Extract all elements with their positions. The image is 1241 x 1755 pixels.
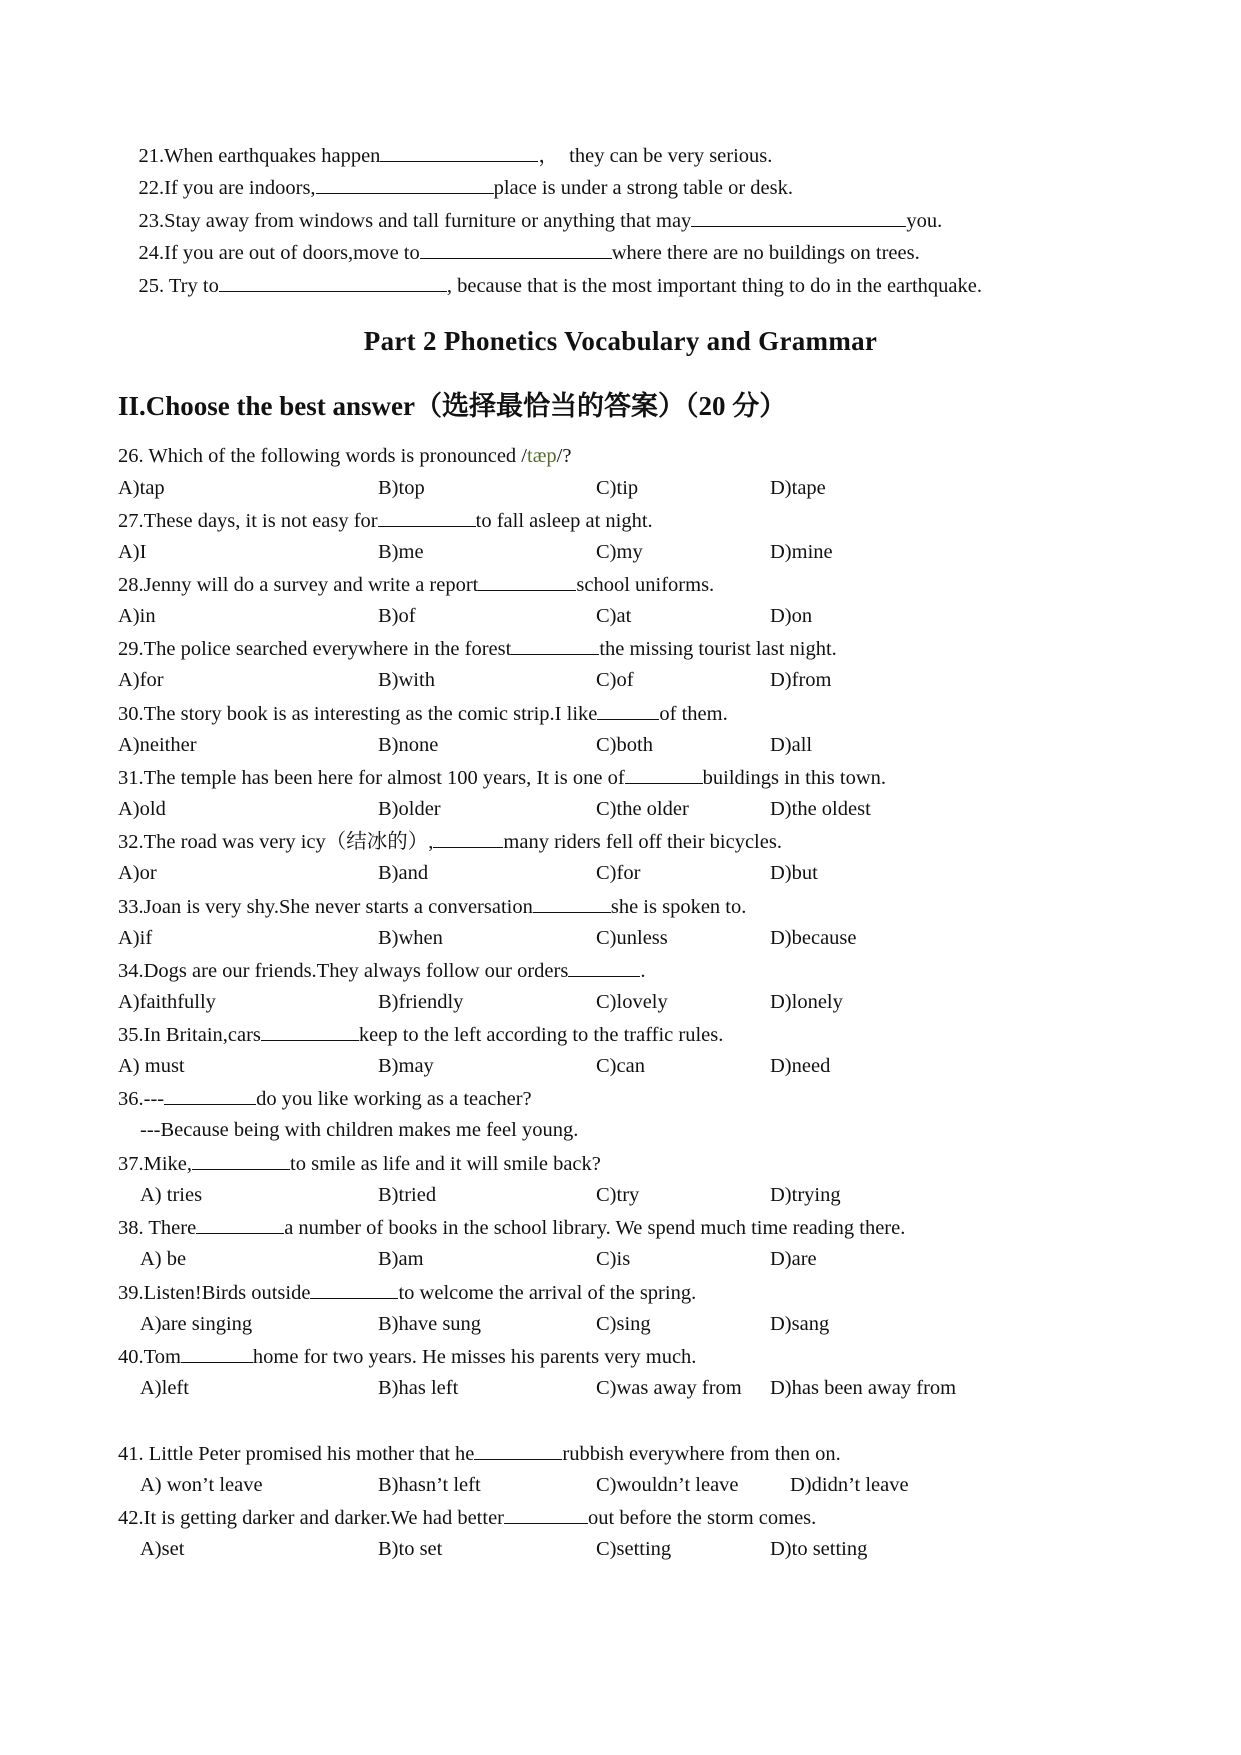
- answer-option[interactable]: C)unless: [596, 927, 668, 949]
- fill-in-text: 25. Try to: [138, 275, 219, 297]
- question-text: of them.: [659, 703, 728, 725]
- answer-option[interactable]: C)can: [596, 1055, 645, 1077]
- answer-blank[interactable]: [433, 829, 503, 848]
- answer-option[interactable]: A)if: [118, 927, 153, 949]
- answer-blank[interactable]: [310, 1280, 398, 1299]
- question-text: to smile as life and it will smile back?: [290, 1153, 601, 1175]
- answer-option[interactable]: D)from: [770, 669, 832, 691]
- fill-in-text: 23.Stay away from windows and tall furniture or anything that may: [138, 210, 692, 232]
- answer-option[interactable]: B)of: [378, 605, 416, 627]
- answer-option[interactable]: D)sang: [770, 1313, 830, 1335]
- answer-option[interactable]: C)tip: [596, 477, 639, 499]
- question-text: 34.Dogs are our friends.They always follow our orders: [118, 960, 569, 982]
- section-title: Part 2 Phonetics Vocabulary and Grammar: [363, 326, 878, 356]
- question-stem: [118, 765, 886, 790]
- question-text: many riders fell off their bicycles.: [503, 831, 782, 853]
- answer-option[interactable]: C)at: [596, 605, 632, 627]
- answer-option[interactable]: D)because: [770, 927, 857, 949]
- fill-in-text: place is under a strong table or desk.: [493, 177, 793, 199]
- fill-in-text: 21.When earthquakes happen: [138, 145, 381, 167]
- section-heading: II.Choose the best answer（选择最恰当的答案）（20 分）: [118, 391, 787, 421]
- question-stem: [118, 1505, 816, 1530]
- answer-blank[interactable]: [164, 1086, 256, 1105]
- question-text: a number of books in the school library. We spend much time reading there.: [284, 1217, 906, 1239]
- answer-blank[interactable]: [196, 1215, 284, 1234]
- answer-option[interactable]: A)are singing: [140, 1313, 253, 1335]
- question-text: 29.The police searched everywhere in the forest: [118, 638, 512, 660]
- answer-option[interactable]: C)try: [596, 1184, 640, 1206]
- answer-blank[interactable]: [533, 894, 611, 913]
- question-text: /?: [556, 445, 572, 467]
- answer-option[interactable]: C)was away from: [596, 1377, 742, 1399]
- question-stem: [118, 636, 837, 661]
- fill-in-text: you.: [906, 210, 943, 232]
- question-text: 30.The story book is as interesting as the comic strip.I like: [118, 703, 598, 725]
- fill-in-text: 22.If you are indoors,: [138, 177, 316, 199]
- answer-option[interactable]: C)setting: [596, 1538, 672, 1560]
- question-stem: [118, 1086, 532, 1111]
- answer-option[interactable]: A)in: [118, 605, 156, 627]
- answer-option[interactable]: A) won’t leave: [140, 1474, 263, 1496]
- answer-option[interactable]: D)need: [770, 1055, 831, 1077]
- answer-option[interactable]: A)for: [118, 669, 164, 691]
- answer-option[interactable]: B)older: [378, 798, 441, 820]
- question-stem: [118, 1280, 696, 1305]
- answer-option[interactable]: A)left: [140, 1377, 189, 1399]
- answer-option[interactable]: A) tries: [140, 1184, 203, 1206]
- answer-option[interactable]: B)to set: [378, 1538, 443, 1560]
- question-stem: [118, 1344, 696, 1369]
- answer-option[interactable]: A) be: [140, 1248, 187, 1270]
- answer-option[interactable]: D)all: [770, 734, 813, 756]
- question-text: 27.These days, it is not easy for: [118, 510, 378, 532]
- answer-option[interactable]: D)but: [770, 862, 818, 884]
- question-stem: [118, 1022, 723, 1047]
- fill-in-text: where there are no buildings on trees.: [611, 242, 920, 264]
- answer-option[interactable]: C)both: [596, 734, 653, 756]
- answer-blank[interactable]: [478, 572, 576, 591]
- question-text: do you like working as a teacher?: [256, 1088, 532, 1110]
- question-text: the missing tourist last night.: [599, 638, 837, 660]
- question-text: 41. Little Peter promised his mother that he: [118, 1443, 475, 1465]
- question-text: school uniforms.: [576, 574, 715, 596]
- question-text: 28.Jenny will do a survey and write a report: [118, 574, 479, 596]
- answer-option[interactable]: A)set: [140, 1538, 185, 1560]
- answer-option[interactable]: D)are: [770, 1248, 817, 1270]
- answer-option[interactable]: C)lovely: [596, 991, 668, 1013]
- answer-option[interactable]: B)tried: [378, 1184, 437, 1206]
- answer-option[interactable]: A)or: [118, 862, 157, 884]
- question-text: to welcome the arrival of the spring.: [398, 1282, 697, 1304]
- answer-option[interactable]: A)tap: [118, 477, 165, 499]
- answer-option[interactable]: B)none: [378, 734, 439, 756]
- answer-option[interactable]: B)friendly: [378, 991, 464, 1013]
- answer-option[interactable]: B)has left: [378, 1377, 459, 1399]
- question-text: 40.Tom: [118, 1346, 181, 1368]
- answer-option[interactable]: D)lonely: [770, 991, 843, 1013]
- answer-option[interactable]: D)tape: [770, 477, 826, 499]
- answer-option[interactable]: B)and: [378, 862, 429, 884]
- question-stem: [118, 1151, 601, 1176]
- answer-option[interactable]: D)on: [770, 605, 813, 627]
- answer-option[interactable]: D)trying: [770, 1184, 841, 1206]
- question-text: home for two years. He misses his parents very much.: [252, 1346, 697, 1368]
- question-stem: [118, 1441, 841, 1466]
- question-text: keep to the left according to the traffic rules.: [358, 1024, 724, 1046]
- dialogue-answer: ---Because being with children makes me feel young.: [140, 1119, 579, 1141]
- answer-option[interactable]: D)didn’t leave: [790, 1474, 909, 1496]
- question-text: .: [640, 960, 646, 982]
- question-text: buildings in this town.: [702, 767, 887, 789]
- answer-blank[interactable]: [378, 508, 476, 527]
- answer-blank[interactable]: [597, 701, 659, 720]
- answer-option[interactable]: D)the oldest: [770, 798, 871, 820]
- question-text: 33.Joan is very shy.She never starts a conversation: [118, 896, 533, 918]
- answer-option[interactable]: A)I: [118, 541, 147, 563]
- answer-blank[interactable]: [568, 958, 640, 977]
- question-text: 31.The temple has been here for almost 100 years, It is one of: [118, 767, 625, 789]
- answer-blank[interactable]: [504, 1505, 588, 1524]
- question-text: 36.---: [118, 1088, 165, 1110]
- question-stem: [118, 1215, 905, 1240]
- question-text: 37.Mike,: [118, 1153, 193, 1175]
- answer-option[interactable]: C)of: [596, 669, 634, 691]
- answer-option[interactable]: B)hasn’t left: [378, 1474, 481, 1496]
- question-stem: [118, 829, 782, 854]
- question-text: to fall asleep at night.: [475, 510, 653, 532]
- question-text: rubbish everywhere from then on.: [562, 1443, 841, 1465]
- question-text: 35.In Britain,cars: [118, 1024, 261, 1046]
- fill-in-line: [118, 249, 982, 322]
- answer-option[interactable]: C)for: [596, 862, 641, 884]
- question-stem: [118, 508, 653, 533]
- question-stem: [118, 894, 746, 919]
- fill-in-text: , because that is the most important thing to do in the earthquake.: [446, 275, 982, 297]
- answer-blank[interactable]: [511, 636, 599, 655]
- answer-option[interactable]: A) must: [118, 1055, 185, 1077]
- answer-blank[interactable]: [625, 765, 703, 784]
- answer-blank[interactable]: [192, 1151, 290, 1170]
- answer-option[interactable]: D)has been away from: [770, 1377, 957, 1399]
- question-text: 32.The road was very icy（结冰的）,: [118, 831, 434, 853]
- answer-option[interactable]: A)old: [118, 798, 166, 820]
- answer-option[interactable]: B)have sung: [378, 1313, 482, 1335]
- answer-option[interactable]: B)when: [378, 927, 443, 949]
- answer-option[interactable]: C)wouldn’t leave: [596, 1474, 739, 1496]
- question-text: she is spoken to.: [610, 896, 747, 918]
- question-text: 38. There: [118, 1217, 197, 1239]
- answer-option[interactable]: A)neither: [118, 734, 197, 756]
- answer-option[interactable]: D)mine: [770, 541, 833, 563]
- question-stem: [118, 444, 571, 468]
- question-stem: [118, 701, 728, 726]
- question-text: out before the storm comes.: [588, 1507, 817, 1529]
- phonetic-symbol: tæp: [527, 445, 557, 467]
- answer-option[interactable]: B)with: [378, 669, 435, 691]
- answer-option[interactable]: B)top: [378, 477, 425, 499]
- question-stem: [118, 958, 645, 983]
- question-text: 42.It is getting darker and darker.We had better: [118, 1507, 504, 1529]
- answer-option[interactable]: B)am: [378, 1248, 424, 1270]
- answer-blank[interactable]: [181, 1344, 253, 1363]
- answer-option[interactable]: B)may: [378, 1055, 434, 1077]
- answer-option[interactable]: B)me: [378, 541, 424, 563]
- question-text: 39.Listen!Birds outside: [118, 1282, 311, 1304]
- answer-option[interactable]: C)my: [596, 541, 643, 563]
- answer-option[interactable]: A)faithfully: [118, 991, 216, 1013]
- fill-in-text: 24.If you are out of doors,move to: [138, 242, 420, 264]
- answer-option[interactable]: C)is: [596, 1248, 631, 1270]
- answer-blank[interactable]: [219, 273, 447, 292]
- answer-option[interactable]: C)the older: [596, 798, 689, 820]
- question-text: 26. Which of the following words is pronounced /: [118, 445, 527, 467]
- answer-option[interactable]: D)to setting: [770, 1538, 868, 1560]
- answer-option[interactable]: C)sing: [596, 1313, 651, 1335]
- question-stem: [118, 572, 714, 597]
- answer-blank[interactable]: [261, 1022, 359, 1041]
- fill-in-text: ， they can be very serious.: [538, 145, 773, 167]
- answer-blank[interactable]: [474, 1441, 562, 1460]
